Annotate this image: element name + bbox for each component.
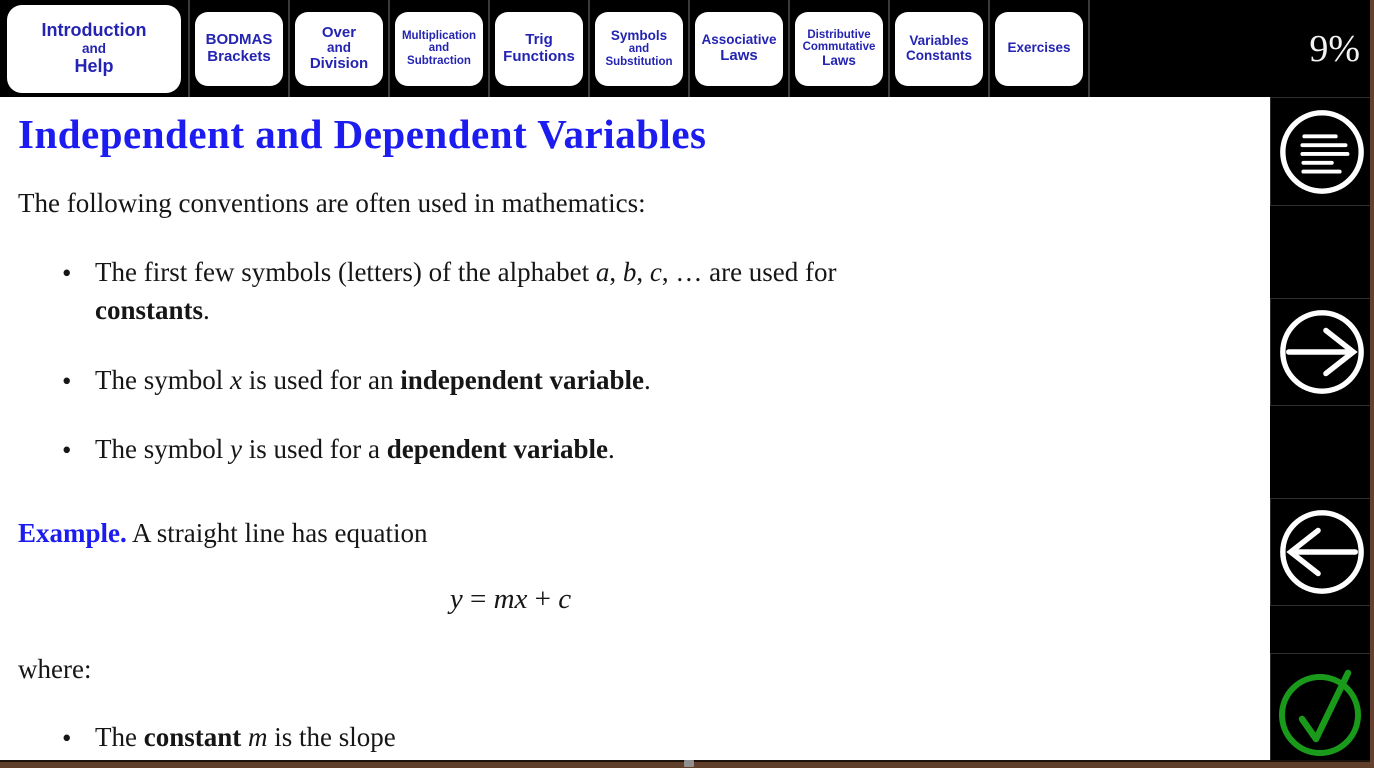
page-title: Independent and Dependent Variables — [18, 111, 707, 157]
bold-term: independent variable — [400, 364, 644, 395]
text-run — [241, 722, 248, 752]
tab-cell — [790, 0, 890, 97]
text-run: , — [609, 257, 623, 287]
tab-label-line: Introduction — [41, 20, 147, 41]
menu-lines-icon — [1275, 104, 1369, 200]
tab-label-line: and — [428, 42, 450, 55]
tab-cell — [0, 0, 190, 97]
bullet-item — [62, 361, 953, 399]
tab-label-line: Functions — [503, 47, 575, 65]
bullet-item — [62, 430, 953, 468]
math-var: x — [230, 364, 242, 395]
text-run: The first few symbols (letters) of the alphabet — [95, 257, 596, 287]
math-var: y — [230, 433, 242, 464]
math-operator: = — [462, 583, 494, 616]
bold-term: dependent variable — [386, 433, 608, 464]
confirm-button[interactable] — [1270, 653, 1374, 768]
math-var: m — [248, 722, 268, 753]
tab-label-line: Substitution — [605, 55, 673, 68]
tab-label-line: and — [628, 43, 650, 56]
tab-label-line: Associative — [701, 32, 777, 48]
math-var: c — [649, 257, 662, 287]
tab-label-line: Help — [74, 56, 114, 77]
tab-label-line: Distributive — [807, 28, 871, 41]
tab-bodmas-brackets[interactable] — [195, 12, 283, 86]
tab-cell — [490, 0, 590, 97]
tab-associative-laws[interactable] — [695, 12, 783, 86]
tab-cell — [990, 0, 1090, 97]
tab-multiplication-subtraction[interactable] — [395, 12, 483, 86]
tab-trig-functions[interactable] — [495, 12, 583, 86]
tab-label-line: Variables — [909, 32, 969, 48]
tab-cell — [290, 0, 390, 97]
next-button[interactable] — [1270, 298, 1374, 406]
tab-exercises[interactable] — [995, 12, 1083, 86]
tab-cell — [690, 0, 790, 97]
math-var: a — [595, 257, 610, 287]
check-icon — [1274, 659, 1370, 763]
text-run: , … are used for — [661, 257, 837, 287]
math-operator: + — [527, 583, 559, 616]
definitions-list — [18, 718, 953, 756]
tab-label-line: Commutative — [802, 41, 876, 54]
text-run: A straight line has equation — [126, 518, 428, 549]
bold-term: constant — [143, 722, 242, 753]
arrow-left-icon — [1275, 504, 1369, 600]
lesson-page — [0, 97, 1270, 760]
bold-term: constants — [95, 295, 204, 326]
text-run: . — [607, 433, 615, 464]
tab-cell — [890, 0, 990, 97]
text-run: is used for an — [241, 364, 401, 395]
example-label: Example. — [18, 518, 127, 549]
tab-distributive-commutative-laws[interactable] — [795, 12, 883, 86]
math-var: c — [558, 583, 572, 616]
math-var: b — [622, 257, 637, 287]
tab-label-line: Trig — [525, 31, 553, 49]
intro-text: The following conventions are often used in mathematics: — [18, 188, 646, 218]
topbar-spacer — [1090, 0, 1374, 97]
text-run: . — [203, 295, 210, 326]
tab-bar — [0, 0, 1374, 97]
conventions-list — [18, 253, 953, 468]
tab-cell — [590, 0, 690, 97]
tab-label-line: Brackets — [207, 47, 271, 65]
text-run: The symbol — [95, 433, 230, 464]
tab-label-line: Laws — [720, 46, 758, 64]
tab-label-line: Laws — [822, 52, 856, 68]
equation — [18, 583, 1003, 616]
math-var: y — [449, 583, 463, 616]
example-paragraph — [18, 518, 1250, 549]
text-run: is used for a — [241, 433, 387, 464]
text-run: The symbol — [95, 364, 230, 395]
tab-variables-constants[interactable] — [895, 12, 983, 86]
tab-label-line: Constants — [905, 47, 972, 63]
menu-button[interactable] — [1270, 97, 1374, 206]
bottom-slider-handle[interactable] — [684, 760, 694, 767]
tab-cell — [190, 0, 290, 97]
tab-label-line: Symbols — [610, 27, 668, 43]
tab-over-and-division[interactable] — [295, 12, 383, 86]
window-frame-edge — [1370, 0, 1374, 768]
text-run: is the slope — [267, 722, 396, 753]
tab-label-line: Multiplication — [401, 29, 477, 42]
text-run: , — [636, 257, 650, 287]
math-var: mx — [493, 583, 528, 616]
text-run: . — [643, 364, 651, 395]
tab-symbols-substitution[interactable] — [595, 12, 683, 86]
tab-introduction-help[interactable] — [7, 5, 181, 93]
tab-label-line: Division — [309, 54, 369, 72]
arrow-right-icon — [1275, 304, 1369, 400]
tab-label-line: Subtraction — [407, 54, 471, 67]
tab-label-line: and — [326, 40, 351, 56]
tab-label-line: and — [81, 40, 106, 56]
sidebar — [1270, 97, 1374, 768]
bullet-item — [62, 718, 953, 756]
tab-cell — [390, 0, 490, 97]
tab-label-line: BODMAS — [205, 31, 273, 49]
tab-label-line: Over — [321, 24, 357, 42]
tab-label-line: Exercises — [1007, 40, 1071, 56]
where-text: where: — [18, 654, 92, 685]
progress-percentage: 9% — [1309, 27, 1360, 70]
text-run: The — [95, 722, 144, 753]
bullet-item — [62, 253, 953, 330]
back-button[interactable] — [1270, 498, 1374, 606]
